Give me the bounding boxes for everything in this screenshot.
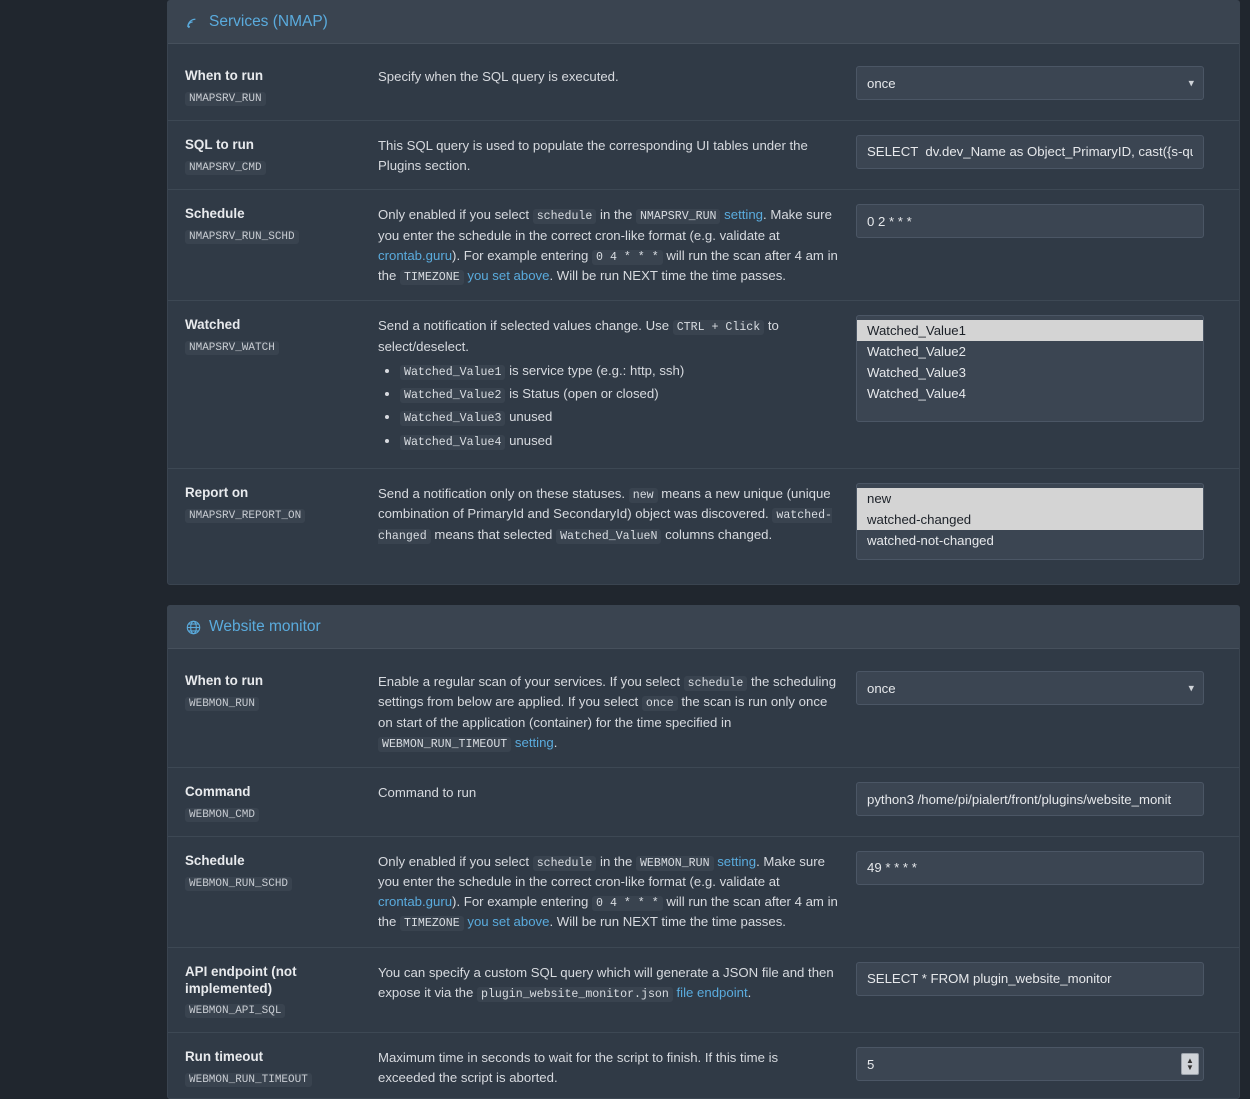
setting-key: WEBMON_RUN_SCHD	[185, 877, 292, 891]
section-header-webmon	[168, 606, 1239, 649]
setting-control-col	[856, 671, 1204, 705]
globe-icon	[186, 620, 201, 635]
setting-row	[168, 121, 1239, 191]
setting-text-input[interactable]	[856, 851, 1204, 885]
section-card-nmap	[167, 0, 1240, 585]
setting-label: SQL to run	[185, 136, 254, 152]
section-body	[168, 44, 1239, 584]
setting-description: Maximum time in seconds to wait for the script to finish. If this time is exceeded the script is aborted.	[378, 1050, 779, 1086]
setting-key: NMAPSRV_RUN_SCHD	[185, 230, 299, 244]
section-title: Services (NMAP)	[209, 13, 328, 30]
setting-select[interactable]	[856, 671, 1204, 705]
setting-label-col	[185, 1047, 378, 1087]
settings-sections	[150, 0, 1250, 1099]
setting-label-col	[185, 483, 378, 523]
setting-key: NMAPSRV_REPORT_ON	[185, 509, 305, 523]
setting-key: NMAPSRV_WATCH	[185, 341, 279, 355]
left-gutter	[0, 0, 150, 1000]
setting-row	[168, 1033, 1239, 1088]
setting-label-col	[185, 962, 378, 1019]
chevron-down-icon: ▾	[1188, 682, 1194, 695]
setting-label: When to run	[185, 673, 264, 689]
setting-key: WEBMON_RUN	[185, 697, 259, 711]
setting-description: Only enabled if you select schedule in the WEBMON_RUN setting. Make sure you enter the schedule in the correct cron-like format (e.g. validate at crontab.guru). For example entering 0 4 * * * will run the scan after 4 am in the TIMEZONE you set above. Will be run NEXT time the time passes.	[378, 853, 838, 931]
setting-label-col	[185, 315, 378, 355]
setting-row	[168, 657, 1239, 768]
setting-row	[168, 948, 1239, 1034]
setting-text-input[interactable]	[856, 962, 1204, 996]
listbox-option[interactable]: Watched_Value2	[867, 344, 966, 360]
setting-listbox[interactable]	[856, 483, 1204, 560]
setting-label: When to run	[185, 68, 264, 83]
listbox-option[interactable]: Watched_Value3	[867, 365, 966, 381]
setting-row	[168, 837, 1239, 948]
setting-control-col	[856, 66, 1204, 100]
section-card-webmon	[167, 605, 1240, 1099]
setting-key: WEBMON_RUN_TIMEOUT	[185, 1073, 312, 1087]
setting-control-col	[856, 962, 1204, 996]
setting-control-col	[856, 851, 1204, 885]
setting-label: Schedule	[185, 852, 245, 868]
settings-content	[150, 0, 1250, 1086]
setting-label-col	[185, 135, 378, 175]
section-title: Website monitor	[209, 618, 321, 636]
setting-label-col	[185, 851, 378, 891]
setting-description: You can specify a custom SQL query which will generate a JSON file and then expose it via the plugin_website_monitor.json file endpoint.	[378, 964, 834, 1001]
setting-description: Only enabled if you select schedule in the NMAPSRV_RUN setting. Make sure you enter the schedule in the correct cron-like format (e.g. validate at crontab.guru). For example entering 0 4 * * * will run the scan after 4 am in the TIMEZONE you set above. Will be run NEXT time the time passes.	[378, 207, 838, 284]
setting-label-col	[185, 204, 378, 244]
setting-label-col	[185, 671, 378, 711]
setting-row	[168, 469, 1239, 574]
setting-control-col	[856, 1047, 1204, 1081]
setting-description: This SQL query is used to populate the corresponding UI tables under the Plugins section.	[378, 137, 808, 173]
listbox-option[interactable]: Watched_Value1	[857, 320, 1203, 341]
setting-key: WEBMON_CMD	[185, 808, 259, 822]
setting-key: WEBMON_API_SQL	[185, 1004, 285, 1018]
setting-control-col	[856, 135, 1204, 169]
section-body	[168, 649, 1239, 1098]
setting-control-col	[856, 483, 1204, 560]
setting-row	[168, 301, 1239, 469]
setting-description: Send a notification if selected values change. Use CTRL + Click to select/deselect. • Watched_Value1 is service type (e.g.: http, ssh) • Watched_Value2 is Status (open or closed) • Watched_Value3 unused • Watched_Value4 unused	[378, 315, 856, 454]
setting-description: Command to run	[378, 785, 477, 801]
setting-text-input[interactable]	[856, 135, 1204, 169]
setting-description: Enable a regular scan of your services. If you select schedule the scheduling settings from below are applied. If you select once the scan is run only once on start of the application (container) for the time specified in WEBMON_RUN_TIMEOUT setting.	[378, 674, 837, 751]
setting-control-col	[856, 782, 1204, 816]
setting-label: API endpoint (not implemented)	[185, 963, 297, 996]
setting-row	[168, 190, 1239, 301]
setting-label: Watched	[185, 317, 241, 333]
setting-description: Specify when the SQL query is executed.	[378, 69, 619, 84]
setting-text-input[interactable]	[856, 204, 1204, 238]
setting-row	[168, 52, 1239, 121]
setting-text-input[interactable]	[856, 782, 1204, 816]
setting-control-col	[856, 315, 1204, 422]
setting-label: Report on	[185, 485, 249, 501]
setting-row	[168, 768, 1239, 837]
setting-label: Run timeout	[185, 1049, 264, 1065]
setting-label: Schedule	[185, 206, 245, 222]
radar-icon	[186, 15, 201, 30]
setting-control-col	[856, 204, 1204, 238]
setting-label-col	[185, 782, 378, 822]
listbox-option[interactable]: new	[857, 488, 1203, 509]
setting-label: Command	[185, 784, 251, 800]
listbox-option[interactable]: Watched_Value4	[867, 386, 966, 402]
setting-key: NMAPSRV_CMD	[185, 161, 266, 175]
number-stepper[interactable]: ▲ ▼	[1181, 1053, 1199, 1075]
listbox-option[interactable]: watched-changed	[857, 509, 1203, 530]
setting-select[interactable]	[856, 66, 1204, 100]
setting-label-col	[185, 66, 378, 106]
setting-listbox[interactable]	[856, 315, 1204, 422]
setting-description: Send a notification only on these statuses. new means a new unique (unique combination of PrimaryId and SecondaryId) object was discovered. watched-changed means that selected Watched_ValueN columns changed.	[378, 486, 833, 543]
section-header-nmap	[168, 1, 1239, 44]
setting-key: NMAPSRV_RUN	[185, 92, 266, 106]
setting-number-input[interactable]	[856, 1047, 1204, 1081]
listbox-option[interactable]: watched-not-changed	[867, 533, 994, 549]
chevron-down-icon: ▾	[1188, 77, 1194, 90]
